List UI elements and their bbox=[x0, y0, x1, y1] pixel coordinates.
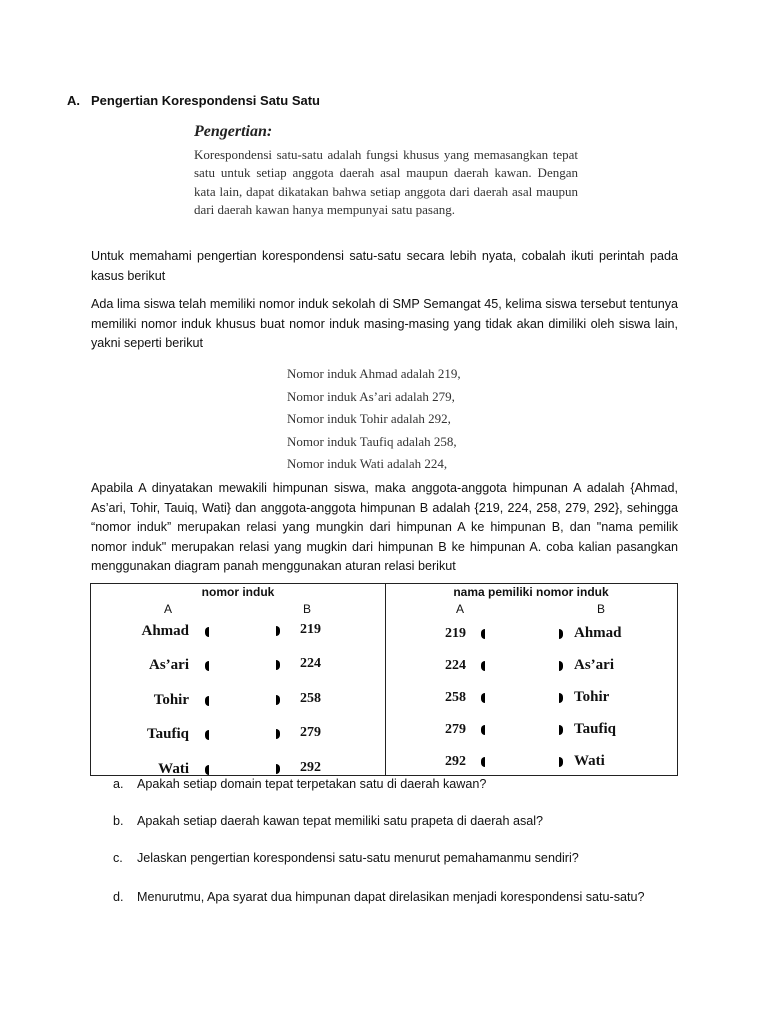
set-b-item: Ahmad bbox=[574, 625, 622, 641]
relation-panel-nomor-induk bbox=[91, 584, 386, 775]
set-a-item: Tohir bbox=[153, 692, 189, 708]
set-b-item: 258 bbox=[300, 691, 321, 706]
example-item: Nomor induk Wati adalah 224, bbox=[287, 456, 448, 471]
example-item: Nomor induk Taufiq adalah 258, bbox=[287, 433, 457, 449]
set-b-item: 279 bbox=[300, 725, 321, 740]
section-label: A. bbox=[67, 93, 80, 108]
point-marker bbox=[276, 695, 280, 705]
set-a-label: A bbox=[456, 602, 465, 616]
set-a-item: 219 bbox=[445, 626, 466, 641]
definition-heading: Pengertian: bbox=[194, 123, 273, 140]
question-text: Menurutmu, Apa syarat dua himpunan dapat direlasikan menjadi korespondensi satu-satu? bbox=[137, 890, 645, 904]
panel-title: nomor induk bbox=[201, 585, 275, 599]
set-b-item: Wati bbox=[574, 753, 605, 769]
set-a-item: 279 bbox=[445, 722, 466, 737]
point-marker bbox=[276, 729, 280, 739]
example-item: Nomor induk Ahmad adalah 219, bbox=[287, 366, 461, 381]
point-marker bbox=[481, 661, 485, 671]
point-marker bbox=[205, 627, 209, 637]
definition-body: Korespondensi satu-satu adalah fungsi khusus yang memasangkan tepat satu untuk setiap anggota daerah asal maupun daerah kawan. Dengan kata lain, dapat dikatakan bahwa setiap anggota dari daerah asal maupun dari daerah kawan hanya mempunyai satu pasang. bbox=[194, 147, 578, 218]
paragraph-intro: Untuk memahami pengertian korespondensi satu-satu secara lebih nyata, cobalah ikuti perintah pada kasus berikut bbox=[91, 249, 678, 283]
question-label: c. bbox=[113, 851, 123, 865]
point-marker bbox=[559, 725, 563, 735]
point-marker bbox=[481, 757, 485, 767]
set-a-item: Taufiq bbox=[147, 726, 189, 742]
question-item bbox=[113, 777, 486, 791]
point-marker bbox=[276, 764, 280, 774]
definition-box bbox=[194, 123, 578, 220]
point-marker bbox=[276, 626, 280, 636]
point-marker bbox=[559, 693, 563, 703]
question-item bbox=[113, 851, 579, 865]
point-marker bbox=[205, 661, 209, 671]
paragraph-students: Ada lima siswa telah memiliki nomor induk sekolah di SMP Semangat 45, kelima siswa tersebut tentunya memiliki nomor induk khusus buat nomor induk masing-masing yang tidak akan dimiliki oleh siswa lain, yakni seperti berikut bbox=[91, 297, 678, 350]
set-b-item: As’ari bbox=[574, 657, 614, 673]
question-item bbox=[113, 814, 543, 828]
paragraph-sets: Apabila A dinyatakan mewakili himpunan siswa, maka anggota-anggota himpunan A adalah {Ahmad, As’ari, Tohir, Tauiq, Wati} dan anggota-anggota himpunan B adalah {219, 224, 258, 279, 292}, sehingga “nomor induk” merupakan relasi yang mungkin dari himpunan A ke himpunan B, dan "nama pemilik nomor induk" merupakan relasi yang mugkin dari himpunan B ke himpunan A. coba kalian pasangkan menggunakan diagram panah menggunakan aturan relasi berikut bbox=[91, 481, 678, 573]
point-marker bbox=[481, 725, 485, 735]
set-b-item: 292 bbox=[300, 760, 321, 775]
point-marker bbox=[205, 696, 209, 706]
point-marker bbox=[205, 765, 209, 775]
relation-panel-nama-pemilik bbox=[385, 584, 677, 775]
set-b-item: Tohir bbox=[574, 689, 610, 705]
point-marker bbox=[481, 693, 485, 703]
question-label: d. bbox=[113, 890, 124, 904]
example-item: Nomor induk As’ari adalah 279, bbox=[287, 388, 455, 404]
section-title: Pengertian Korespondensi Satu Satu bbox=[91, 93, 320, 108]
point-marker bbox=[276, 660, 280, 670]
example-item: Nomor induk Tohir adalah 292, bbox=[287, 411, 451, 426]
point-marker bbox=[559, 757, 563, 767]
question-text: Apakah setiap domain tepat terpetakan satu di daerah kawan? bbox=[137, 777, 487, 791]
example-list bbox=[287, 363, 461, 476]
set-a-item: 258 bbox=[445, 690, 466, 705]
set-b-item: 224 bbox=[300, 656, 321, 671]
point-marker bbox=[205, 730, 209, 740]
set-a-item: As’ari bbox=[149, 657, 189, 673]
question-text: Jelaskan pengertian korespondensi satu-satu menurut pemahamanmu sendiri? bbox=[137, 851, 579, 865]
set-b-label: B bbox=[303, 602, 312, 616]
question-item bbox=[113, 890, 645, 904]
set-b-item: 219 bbox=[300, 622, 321, 637]
question-text: Apakah setiap daerah kawan tepat memiliki satu prapeta di daerah asal? bbox=[137, 814, 544, 828]
set-a-item: Wati bbox=[158, 761, 189, 777]
panel-title: nama pemiliki nomor induk bbox=[453, 585, 609, 599]
set-a-item: 292 bbox=[445, 754, 466, 769]
question-label: a. bbox=[113, 777, 124, 791]
question-label: b. bbox=[113, 814, 124, 828]
relation-table bbox=[90, 583, 678, 776]
set-a-label: A bbox=[164, 602, 173, 616]
point-marker bbox=[481, 629, 485, 639]
set-b-item: Taufiq bbox=[574, 721, 616, 737]
section-heading bbox=[67, 93, 320, 108]
point-marker bbox=[559, 629, 563, 639]
point-marker bbox=[559, 661, 563, 671]
set-b-label: B bbox=[597, 602, 606, 616]
set-a-item: Ahmad bbox=[141, 623, 189, 639]
set-a-item: 224 bbox=[445, 658, 466, 673]
